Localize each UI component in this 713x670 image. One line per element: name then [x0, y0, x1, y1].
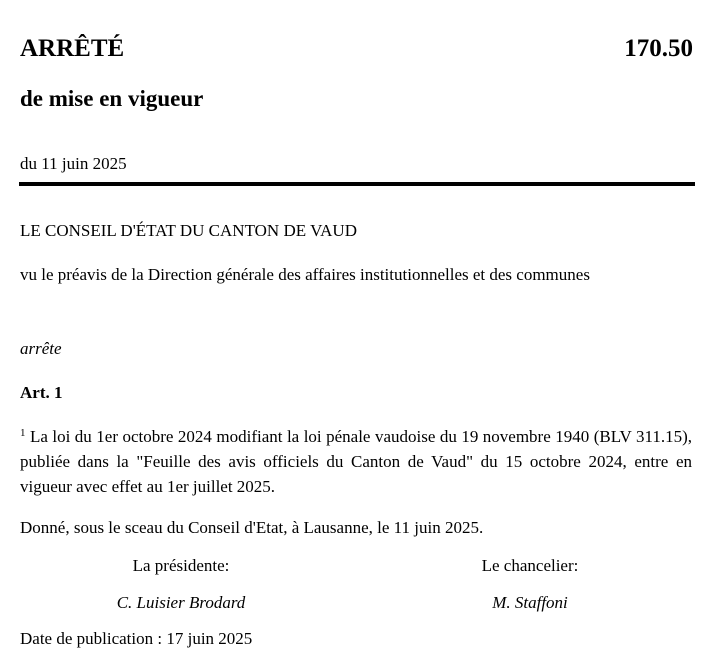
arrete-word: arrête [20, 339, 62, 358]
given-statement: Donné, sous le sceau du Conseil d'Etat, à Lausanne, le 11 juin 2025. [20, 518, 484, 537]
signatory-name-chancellor: M. Staffoni [492, 593, 568, 612]
document-title: ARRÊTÉ [20, 35, 125, 62]
header-divider [19, 182, 695, 186]
document-subtitle: de mise en vigueur [20, 86, 204, 111]
alinea-number: 1 [20, 427, 26, 439]
council-heading: LE CONSEIL D'ÉTAT DU CANTON DE VAUD [20, 221, 357, 240]
publication-date: Date de publication : 17 juin 2025 [20, 629, 253, 648]
signatory-name-president: C. Luisier Brodard [116, 593, 246, 612]
signatory-title-president: La présidente: [132, 556, 230, 575]
article-label: Art. 1 [20, 383, 63, 402]
document-number: 170.50 [624, 35, 693, 62]
article-text: La loi du 1er octobre 2024 modifiant la loi pénale vaudoise du 19 novembre 1940 (BLV 311.15), publiée dans la "Feuille des avis officiels du Canton de Vaud" du 15 octobre 2024, entre en vigueur avec effet au 1er juillet 2025. [20, 427, 693, 496]
signatory-title-chancellor: Le chancelier: [481, 556, 579, 575]
document-date: du 11 juin 2025 [20, 154, 127, 173]
article-paragraph [20, 424, 692, 499]
preavis-paragraph: vu le préavis de la Direction générale des affaires institutionnelles et des communes [20, 265, 590, 284]
